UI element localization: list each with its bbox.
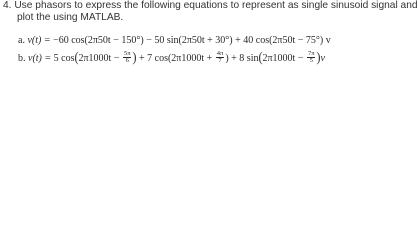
equation-b-term-1-prefix: 5 cos: [53, 53, 75, 64]
equation-b-fraction-3-numerator: 7π: [307, 49, 315, 57]
equation-a-term-2: − 50 sin(2π50t + 30°): [146, 35, 233, 46]
equation-a-term-1: −60 cos(2π50t − 150°): [53, 35, 144, 46]
equation-b-term-1-close-paren: ): [132, 48, 137, 66]
equation-b-fraction-1: [123, 51, 132, 65]
equation-b-lhs: v(t) =: [28, 53, 52, 64]
equation-b-term-3-close-paren: ): [316, 48, 321, 66]
equation-b: [18, 50, 325, 66]
equation-a: [18, 34, 331, 48]
problem-statement-line-2: plot the using MATLAB.: [17, 12, 124, 23]
equation-b-term-1-open-paren: (: [74, 48, 79, 66]
equation-b-fraction-3-denominator: 5: [309, 57, 313, 65]
equation-a-term-3: + 40 cos(2π50t − 75°) v: [235, 35, 331, 46]
equation-b-term-3-body: 2π1000t −: [262, 53, 304, 64]
equation-b-fraction-2-numerator: 4π: [216, 49, 224, 57]
equation-a-label: a.: [18, 35, 25, 46]
equation-b-fraction-1-numerator: 5π: [123, 49, 131, 57]
equation-b-term-3-prefix: + 8 sin: [231, 53, 259, 64]
equation-b-term-2-close-paren: ): [225, 53, 229, 64]
equation-b-term-1-body: 2π1000t −: [78, 53, 120, 64]
equation-b-fraction-1-denominator: 6: [125, 57, 129, 65]
equation-b-unit: v: [320, 53, 325, 64]
problem-page: [0, 0, 418, 67]
equation-b-term-3-open-paren: (: [258, 48, 263, 66]
equation-a-lhs: v(t) =: [27, 35, 51, 46]
equation-b-term-2-prefix: + 7 cos(2π1000t +: [138, 53, 213, 64]
equation-b-fraction-2: [216, 51, 225, 65]
equation-b-fraction-2-denominator: 7: [218, 57, 222, 65]
equation-b-label: b.: [18, 53, 26, 64]
equation-b-fraction-3: [307, 51, 316, 65]
problem-statement-line-1: 4. Use phasors to express the following equations to represent as single sinusoid signal and: [3, 0, 418, 11]
